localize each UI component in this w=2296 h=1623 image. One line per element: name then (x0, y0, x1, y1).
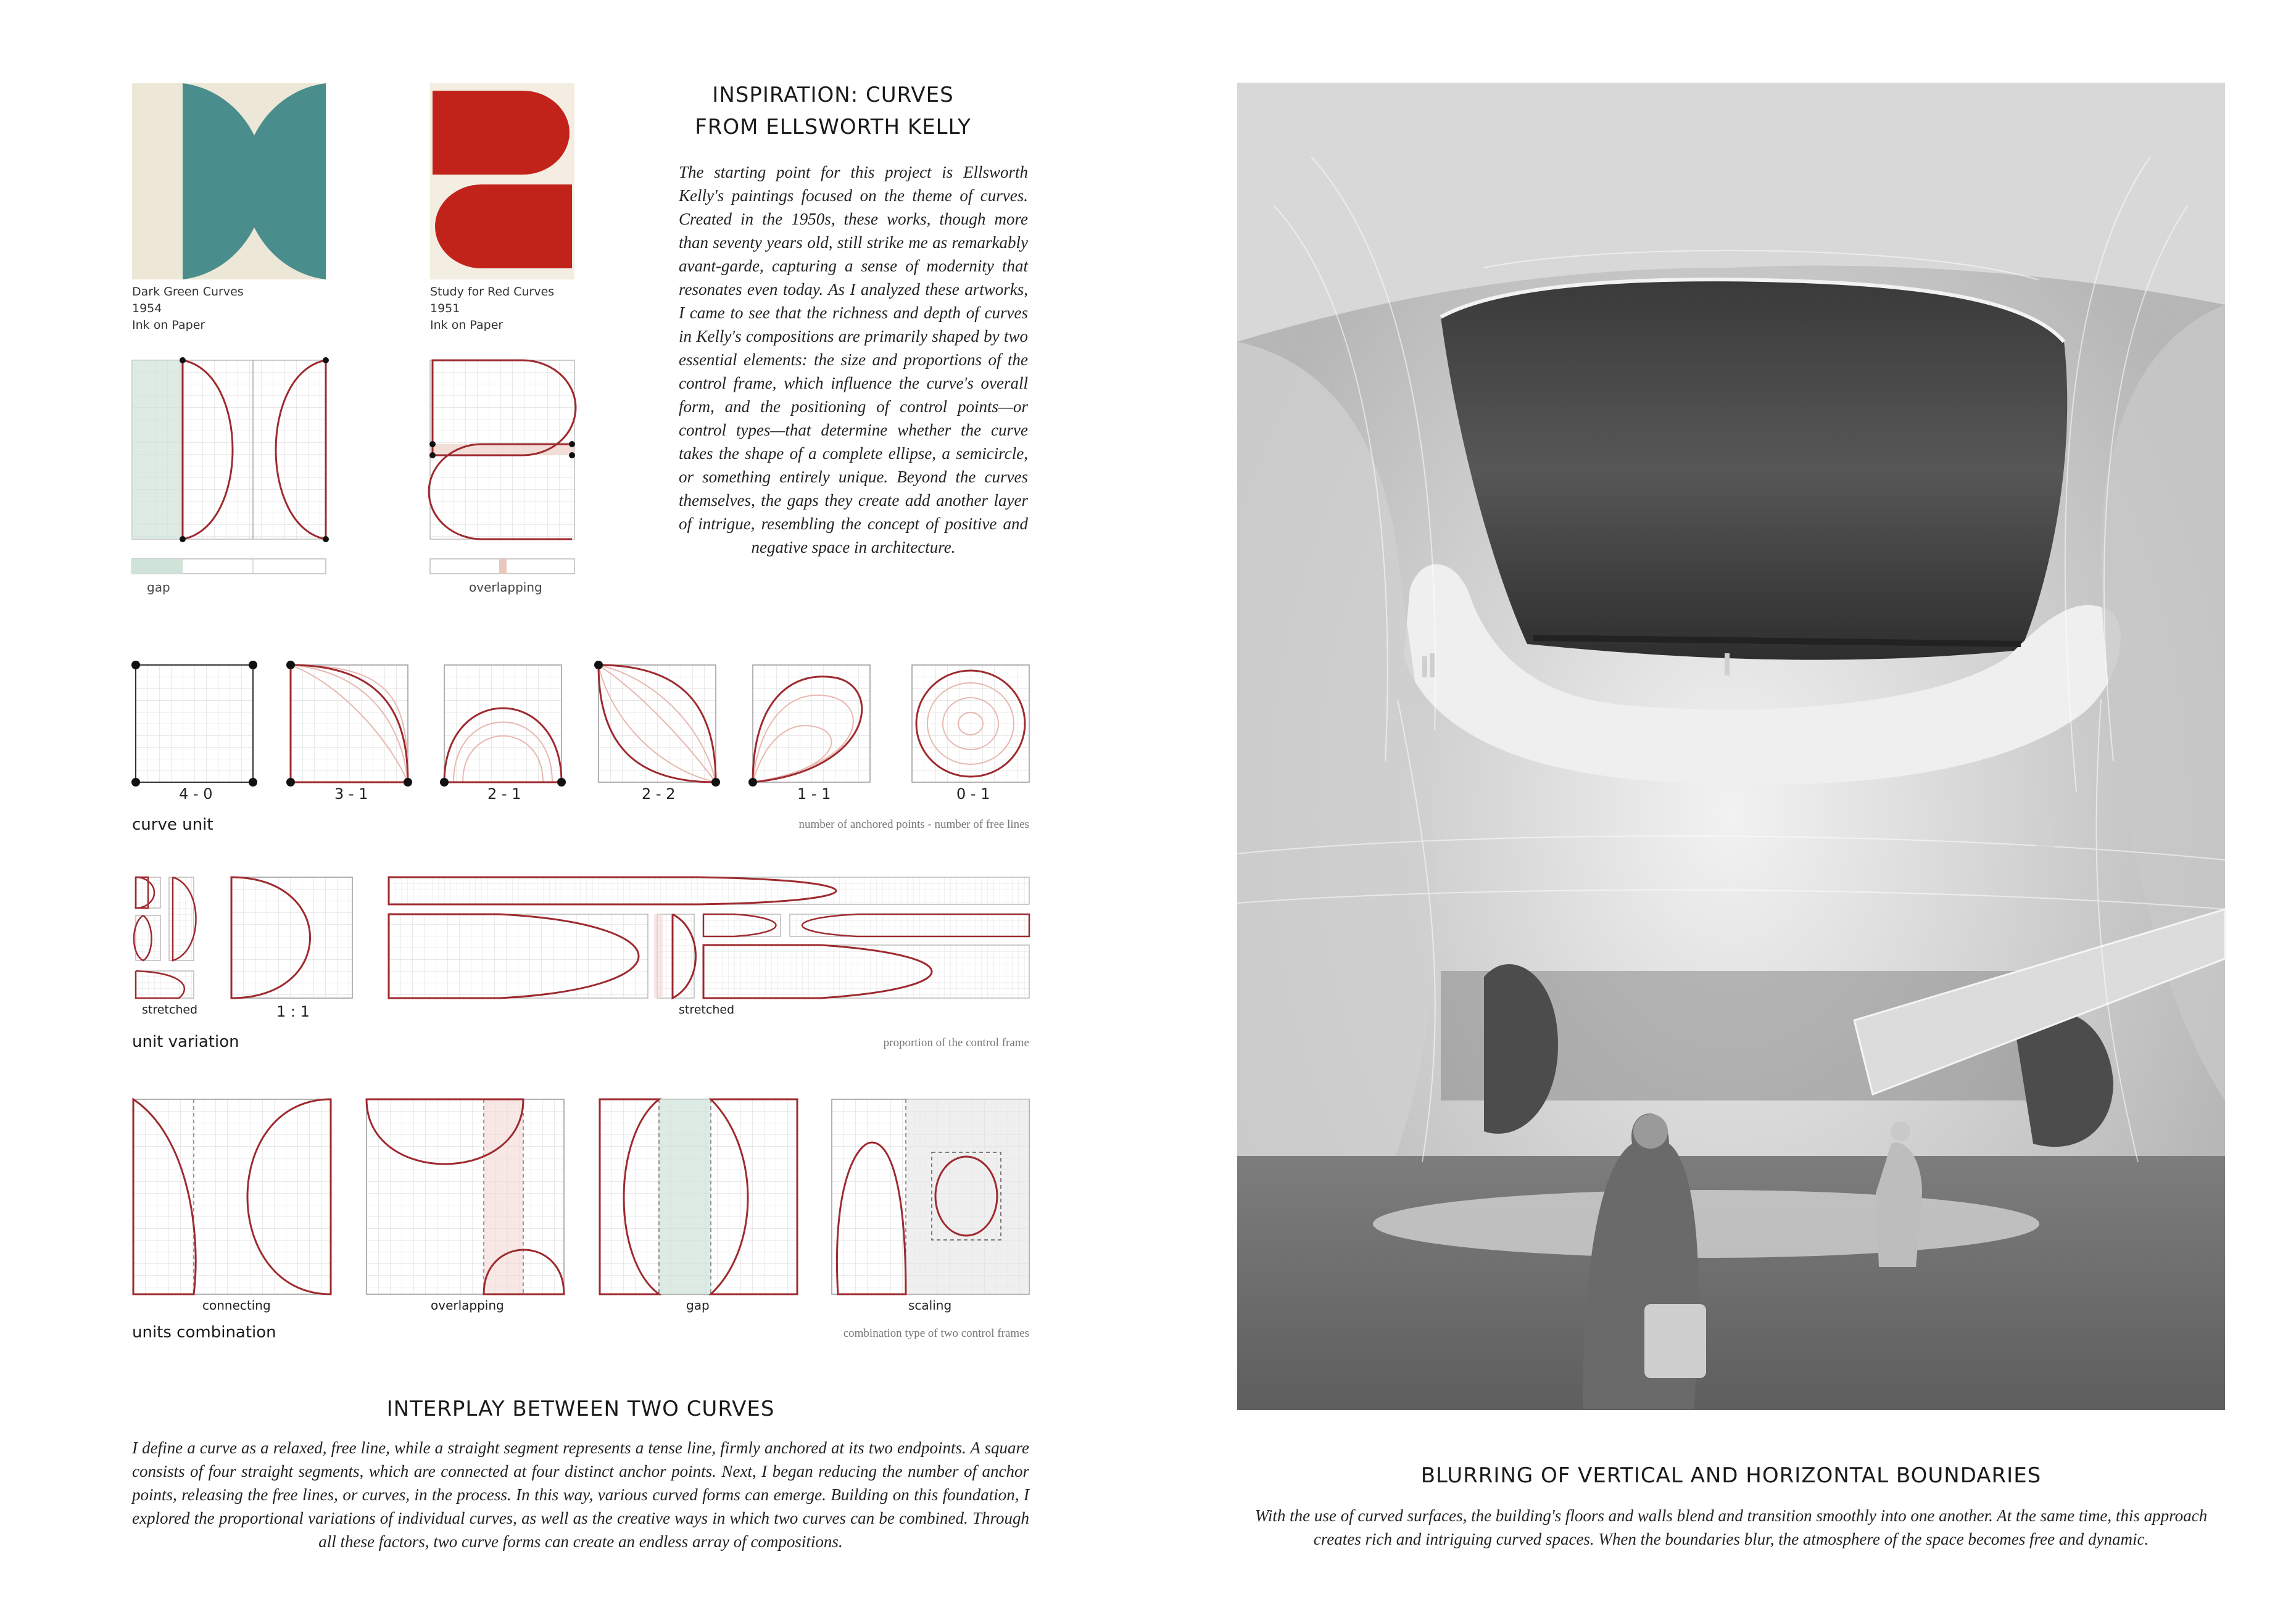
units-combination-label-2: overlapping (431, 1298, 504, 1313)
gap-label: gap (147, 580, 170, 595)
unit-variation-label-2: 1 : 1 (276, 1003, 310, 1020)
units-combination-note: combination type of two control frames (843, 1327, 1029, 1340)
curve-unit-label-3: 2 - 1 (487, 785, 521, 803)
interplay-text: I define a curve as a relaxed, free line, while a straight segment represents a tense line, firmly anchored at its two endpoints. A square consists of four straight segments, which are connected at four distinct anchor points. Next, I began reducing the number of anchor points, releasing the free lines, or curves, in the process. In this way, various curved forms can emerge. Building on this foundation, I explored the proportional variations of individual curves, as well as the creative ways in which two curves can be combined. Through all these factors, two curve forms can create an endless array of compositions. (132, 1439, 1029, 1551)
interplay-title: INTERPLAY BETWEEN TWO CURVES (386, 1397, 775, 1421)
painting-2-medium: Ink on Paper (430, 318, 504, 332)
architectural-render-image (1237, 83, 2225, 1410)
curve-unit-3-1 (286, 661, 412, 787)
painting-1-medium: Ink on Paper (132, 318, 205, 332)
curve-unit-2-1 (440, 665, 566, 787)
units-combination-labels (133, 1298, 1029, 1316)
overlapping-label: overlapping (469, 580, 542, 595)
curve-unit-1-1 (748, 665, 870, 787)
combination-gap (600, 1099, 797, 1294)
curve-unit-0-1 (912, 665, 1029, 782)
overlapping-analysis-diagram (430, 360, 574, 539)
units-combination-label-3: gap (686, 1298, 710, 1313)
blurring-text: With the use of curved surfaces, the building's floors and walls blend and transition smoothly into one another. At the same time, this approach creates rich and intriguing curved spaces. When the boundaries blur, the atmosphere of the space becomes free and dynamic. (1254, 1506, 2208, 1548)
combination-overlapping (367, 1099, 564, 1294)
curve-unit-4-0 (131, 661, 257, 787)
painting-2-caption (430, 284, 615, 334)
units-combination-label-1: connecting (202, 1298, 271, 1313)
unit-variation-row (136, 877, 1029, 1001)
painting-2-year: 1951 (430, 302, 460, 315)
unit-variation-note: proportion of the control frame (883, 1036, 1029, 1049)
unit-variation-label-1: stretched (142, 1003, 198, 1017)
curve-unit-note: number of anchored points - number of free lines (798, 818, 1029, 831)
painting-1-year: 1954 (132, 302, 162, 315)
units-combination-row (133, 1099, 1029, 1297)
gap-analysis-diagram (132, 360, 326, 539)
blurring-title: BLURRING OF VERTICAL AND HORIZONTAL BOUNDARIES (1420, 1463, 2042, 1488)
curve-unit-row (136, 665, 1029, 782)
curve-unit-labels (136, 785, 1029, 804)
unit-variation-labels (136, 1003, 1029, 1022)
gap-bar (132, 559, 326, 574)
painting-study-for-red-curves (430, 83, 574, 279)
painting-1-name: Dark Green Curves (132, 285, 244, 299)
units-combination-title: units combination (132, 1323, 276, 1342)
painting-dark-green-curves (132, 83, 326, 279)
inspiration-title (666, 79, 1000, 143)
curve-unit-label-6: 0 - 1 (956, 785, 990, 803)
unit-variation-title: unit variation (132, 1033, 239, 1051)
inspiration-title-line1: INSPIRATION: CURVES (712, 83, 954, 107)
curve-unit-2-2 (594, 661, 720, 787)
overlapping-bar (430, 559, 574, 574)
variation-stretched-long (389, 877, 1029, 998)
curve-unit-label-1: 4 - 0 (179, 785, 213, 803)
unit-variation-label-3: stretched (679, 1003, 735, 1017)
inspiration-title-line2: FROM ELLSWORTH KELLY (695, 115, 971, 139)
variation-1-1 (231, 877, 352, 998)
variation-small-units (134, 877, 196, 998)
curve-unit-title: curve unit (132, 816, 213, 834)
curve-unit-label-5: 1 - 1 (797, 785, 831, 803)
painting-2-name: Study for Red Curves (430, 285, 555, 299)
inspiration-text: The starting point for this project is Ellsworth Kelly's paintings focused on the theme of curves. Created in the 1950s, these works, though more than seventy years old, still strike me as remarkably avant-garde, capturing a sense of modernity that resonates even today. As I analyzed these artworks, I came to see that the richness and depth of curves in Kelly's compositions are primarily shaped by two essential elements: the size and proportions of the control frame, which influence the curve's overall form, and the positioning of control points—or control types—that determine whether the curve takes the shape of a complete ellipse, a semicircle, or something entirely unique. Beyond the curves themselves, the gaps they create add another layer of intrigue, resembling the concept of positive and negative space in architecture. (679, 163, 1028, 556)
combination-connecting (133, 1099, 331, 1294)
painting-1-caption (132, 284, 336, 334)
curve-unit-label-2: 3 - 1 (334, 785, 368, 803)
combination-scaling (832, 1099, 1029, 1294)
curve-unit-label-4: 2 - 2 (642, 785, 676, 803)
units-combination-label-4: scaling (908, 1298, 952, 1313)
